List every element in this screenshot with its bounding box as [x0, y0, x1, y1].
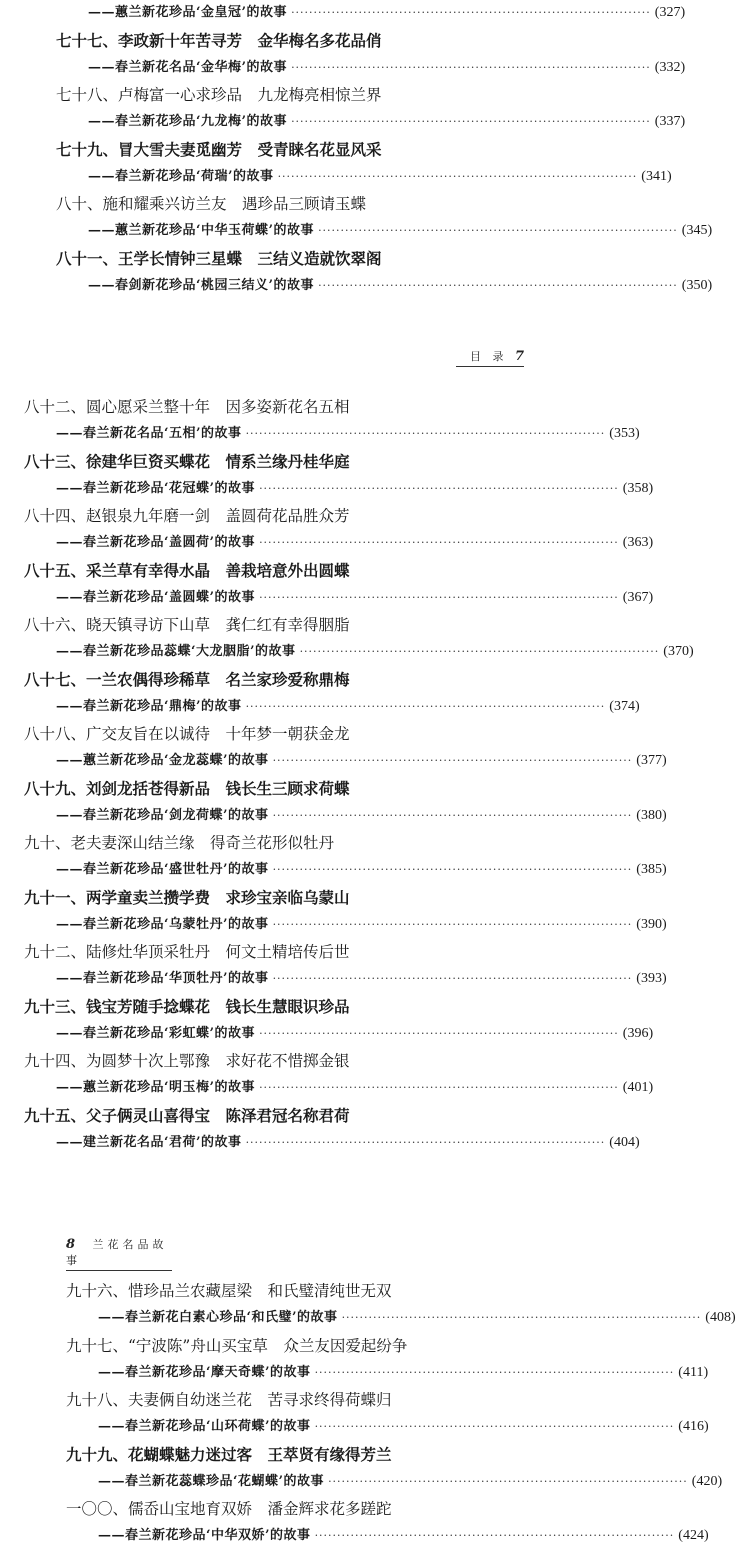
toc-entry-title: 八十七、一兰农偶得珍稀草 名兰家珍爱称鼎梅	[24, 669, 350, 689]
toc-entry-subtitle-line	[56, 969, 667, 989]
toc-entry-subtitle: ——春兰新花名品‘金华梅’的故事	[88, 59, 288, 75]
toc-entry-title: 八十三、徐建华巨资买蝶花 情系兰缘丹桂华庭	[24, 451, 350, 471]
toc-entry-subtitle: ——春兰新花珍品‘中华双娇’的故事	[98, 1528, 311, 1543]
toc-entry-subtitle-line	[98, 1417, 709, 1437]
toc-page-ref: (377)	[636, 753, 667, 768]
toc-page-ref: (420)	[691, 1473, 723, 1489]
toc-entry-subtitle: ——建兰新花名品‘君荷’的故事	[56, 1134, 242, 1150]
toc-entry-subtitle-line	[56, 479, 654, 499]
dot-leader: ················································································	[318, 224, 678, 237]
toc-entry-subtitle-line	[88, 112, 686, 132]
toc-entry-subtitle-line	[56, 806, 667, 826]
toc-page-ref: (370)	[663, 644, 694, 659]
toc-page-ref: (367)	[622, 589, 654, 605]
toc-page-ref: (327)	[654, 5, 686, 20]
toc-entry-subtitle: ——春兰新花珍品‘花冠蝶’的故事	[56, 480, 256, 496]
toc-entry-subtitle: ——春兰新花珍品蕊蝶‘大龙胭脂’的故事	[56, 644, 296, 659]
toc-page-ref: (416)	[678, 1419, 709, 1434]
toc-page-ref: (358)	[622, 480, 654, 496]
toc-page-ref: (411)	[678, 1364, 709, 1380]
toc-entry-title: 九十九、花蝴蝶魅力迷过客 王萃贤有缘得芳兰	[66, 1444, 392, 1464]
dot-leader: ················································································	[245, 699, 606, 713]
toc-entry-subtitle: ——春兰新花珍品‘鼎梅’的故事	[56, 698, 242, 714]
toc-entry-subtitle: ——春兰新花白素心珍品‘和氏璧’的故事	[98, 1310, 338, 1325]
toc-entry-subtitle: ——蕙兰新花珍品‘中华玉荷蝶’的故事	[88, 223, 315, 238]
toc-page-ref: (390)	[636, 916, 667, 932]
toc-page-ref: (345)	[681, 223, 713, 238]
dot-leader: ················································································	[314, 1365, 675, 1379]
toc-entry-subtitle-line	[88, 221, 713, 241]
dot-leader: ················································································	[259, 481, 619, 495]
toc-entry-subtitle-line	[56, 697, 640, 717]
toc-entry-subtitle-line	[56, 424, 640, 444]
toc-entry-subtitle: ——春兰新花珍品‘荷瑞’的故事	[88, 168, 274, 184]
dot-leader: ················································································	[318, 278, 678, 292]
toc-entry-subtitle: ——春兰新花蕊蝶珍品‘花蝴蝶’的故事	[98, 1473, 325, 1489]
toc-entry-title: 九十、老夫妻深山结兰缘 得奇兰花形似牡丹	[24, 834, 335, 852]
dot-leader: ················································································	[328, 1474, 688, 1488]
toc-page-ref: (401)	[622, 1080, 654, 1095]
toc-entry-title: 九十七、“宁波陈”舟山买宝草 众兰友因爱起纷争	[66, 1336, 408, 1355]
toc-entry-title: 九十二、陆修灶华顶采牡丹 何文土精培传后世	[24, 943, 350, 961]
toc-entry-subtitle-line	[88, 276, 713, 296]
toc-page-ref: (385)	[636, 862, 667, 877]
toc-entry-title: 九十一、两学童卖兰攒学费 求珍宝亲临乌蒙山	[24, 887, 350, 907]
toc-entry-subtitle-line	[56, 1024, 654, 1044]
toc-page-ref: (404)	[609, 1134, 640, 1150]
dot-leader: ················································································	[259, 590, 619, 604]
toc-entry-subtitle: ——春兰新花珍品‘剑龙荷蝶’的故事	[56, 807, 269, 823]
running-header	[66, 1236, 172, 1271]
dot-leader: ················································································	[272, 917, 633, 931]
dot-leader: ················································································	[291, 6, 651, 19]
dot-leader: ················································································	[314, 1529, 675, 1542]
toc-page-ref: (337)	[654, 114, 686, 129]
toc-entry-subtitle-line	[56, 588, 654, 608]
toc-entry-subtitle: ——春兰新花珍品‘盖圆荷’的故事	[56, 535, 256, 550]
toc-entry-title: 八十九、刘剑龙括苍得新品 钱长生三顾求荷蝶	[24, 778, 350, 798]
toc-entry-title: 一〇〇、儒岙山宝地育双娇 潘金辉求花多蹉跎	[66, 1500, 392, 1518]
toc-entry-subtitle-line	[56, 915, 667, 935]
toc-page-ref: (350)	[681, 277, 713, 293]
toc-page-ref: (393)	[636, 971, 667, 986]
toc-page-ref: (396)	[622, 1025, 654, 1041]
dot-leader: ················································································	[245, 1135, 606, 1149]
toc-entry-subtitle: ——春剑新花珍品‘桃园三结义’的故事	[88, 277, 315, 293]
dot-leader: ················································································	[259, 1026, 619, 1040]
page-number: 8	[66, 1237, 76, 1252]
toc-page-ref: (332)	[654, 59, 686, 75]
toc-entry-subtitle-line	[88, 58, 686, 78]
toc-entry-subtitle: ——春兰新花珍品‘山环荷蝶’的故事	[98, 1419, 311, 1434]
toc-entry-subtitle-line	[88, 167, 672, 187]
toc-entry-title: 八十二、圆心愿采兰整十年 因多姿新花名五相	[24, 398, 350, 416]
toc-entry-title: 七十九、冒大雪夫妻觅幽芳 受青睐名花显风采	[56, 139, 382, 159]
toc-entry-subtitle: ——蕙兰新花珍品‘明玉梅’的故事	[56, 1080, 256, 1095]
toc-entry-subtitle-line	[56, 751, 667, 771]
toc-entry-title: 九十六、惜珍品兰农藏屋梁 和氏璧清纯世无双	[66, 1282, 392, 1300]
toc-entry-subtitle: ——春兰新花珍品‘华顶牡丹’的故事	[56, 971, 269, 986]
toc-entry-subtitle-line	[98, 1472, 723, 1492]
toc-page-ref: (408)	[705, 1310, 736, 1325]
toc-entry-title: 九十四、为圆梦十次上鄂豫 求好花不惜掷金银	[24, 1052, 350, 1070]
dot-leader: ················································································	[277, 169, 638, 183]
toc-entry-subtitle: ——蕙兰新花珍品‘金皇冠’的故事	[88, 5, 288, 20]
dot-leader: ················································································	[259, 536, 619, 549]
dot-leader: ················································································	[272, 972, 633, 985]
toc-entry-title: 八十五、采兰草有幸得水晶 善栽培意外出圆蝶	[24, 560, 350, 580]
toc-entry-subtitle-line	[56, 1078, 654, 1098]
toc-entry-subtitle: ——蕙兰新花珍品‘金龙蕊蝶’的故事	[56, 753, 269, 768]
toc-entry-subtitle: ——春兰新花珍品‘彩虹蝶’的故事	[56, 1025, 256, 1041]
toc-entry-subtitle-line	[88, 3, 686, 23]
toc-entry-subtitle-line	[56, 533, 654, 553]
toc-entry-subtitle: ——春兰新花珍品‘盛世牡丹’的故事	[56, 862, 269, 877]
running-header	[456, 348, 524, 367]
dot-leader: ················································································	[291, 60, 651, 74]
toc-entry-title: 八十一、王学长情钟三星蝶 三结义造就饮翠阁	[56, 248, 382, 268]
toc-entry-title: 八十、施和耀乘兴访兰友 遇珍品三顾请玉蝶	[56, 195, 367, 213]
toc-entry-subtitle-line	[56, 860, 667, 880]
toc-entry-subtitle: ——春兰新花珍品‘盖圆蝶’的故事	[56, 589, 256, 605]
header-label: 兰花名品故事	[66, 1238, 168, 1267]
toc-page-ref: (374)	[609, 698, 640, 714]
dot-leader: ················································································	[272, 808, 633, 822]
toc-entry-title: 八十四、赵银泉九年磨一剑 盖圆荷花品胜众芳	[24, 507, 350, 525]
dot-leader: ················································································	[341, 1311, 702, 1324]
toc-page-ref: (380)	[636, 807, 667, 823]
dot-leader: ················································································	[259, 1081, 619, 1094]
toc-entry-subtitle-line	[98, 1363, 709, 1383]
toc-entry-title: 九十八、夫妻俩自幼迷兰花 苦寻求终得荷蝶归	[66, 1391, 392, 1409]
toc-entry-subtitle-line	[56, 1133, 640, 1153]
page-number: 7	[514, 349, 524, 364]
toc-page-ref: (363)	[622, 535, 654, 550]
toc-entry-subtitle-line	[98, 1526, 709, 1546]
toc-entry-title: 八十八、广交友旨在以诚待 十年梦一朝获金龙	[24, 725, 350, 743]
toc-entry-subtitle: ——春兰新花珍品‘乌蒙牡丹’的故事	[56, 916, 269, 932]
toc-entry-subtitle: ——春兰新花珍品‘九龙梅’的故事	[88, 114, 288, 129]
dot-leader: ················································································	[291, 115, 651, 128]
toc-page-ref: (424)	[678, 1528, 709, 1543]
toc-page-ref: (353)	[609, 426, 640, 441]
toc-entry-subtitle-line	[98, 1308, 736, 1328]
toc-entry-subtitle: ——春兰新花珍品‘摩天奇蝶’的故事	[98, 1364, 311, 1380]
toc-entry-title: 九十三、钱宝芳随手捻蝶花 钱长生慧眼识珍品	[24, 996, 350, 1016]
toc-entry-title: 七十八、卢梅富一心求珍品 九龙梅亮相惊兰界	[56, 86, 382, 104]
dot-leader: ················································································	[245, 427, 606, 440]
toc-entry-title: 八十六、晓天镇寻访下山草 龚仁红有幸得胭脂	[24, 616, 350, 634]
toc-entry-subtitle: ——春兰新花名品‘五相’的故事	[56, 426, 242, 441]
dot-leader: ················································································	[314, 1420, 675, 1433]
toc-entry-title: 九十五、父子俩灵山喜得宝 陈泽君冠名称君荷	[24, 1105, 350, 1125]
toc-page-ref: (341)	[641, 168, 672, 184]
dot-leader: ················································································	[272, 754, 633, 767]
dot-leader: ················································································	[272, 863, 633, 876]
dot-leader: ················································································	[299, 645, 660, 658]
toc-entry-title: 七十七、李政新十年苦寻芳 金华梅名多花品俏	[56, 30, 382, 50]
header-label: 目 录	[469, 350, 508, 363]
toc-entry-subtitle-line	[56, 642, 694, 662]
